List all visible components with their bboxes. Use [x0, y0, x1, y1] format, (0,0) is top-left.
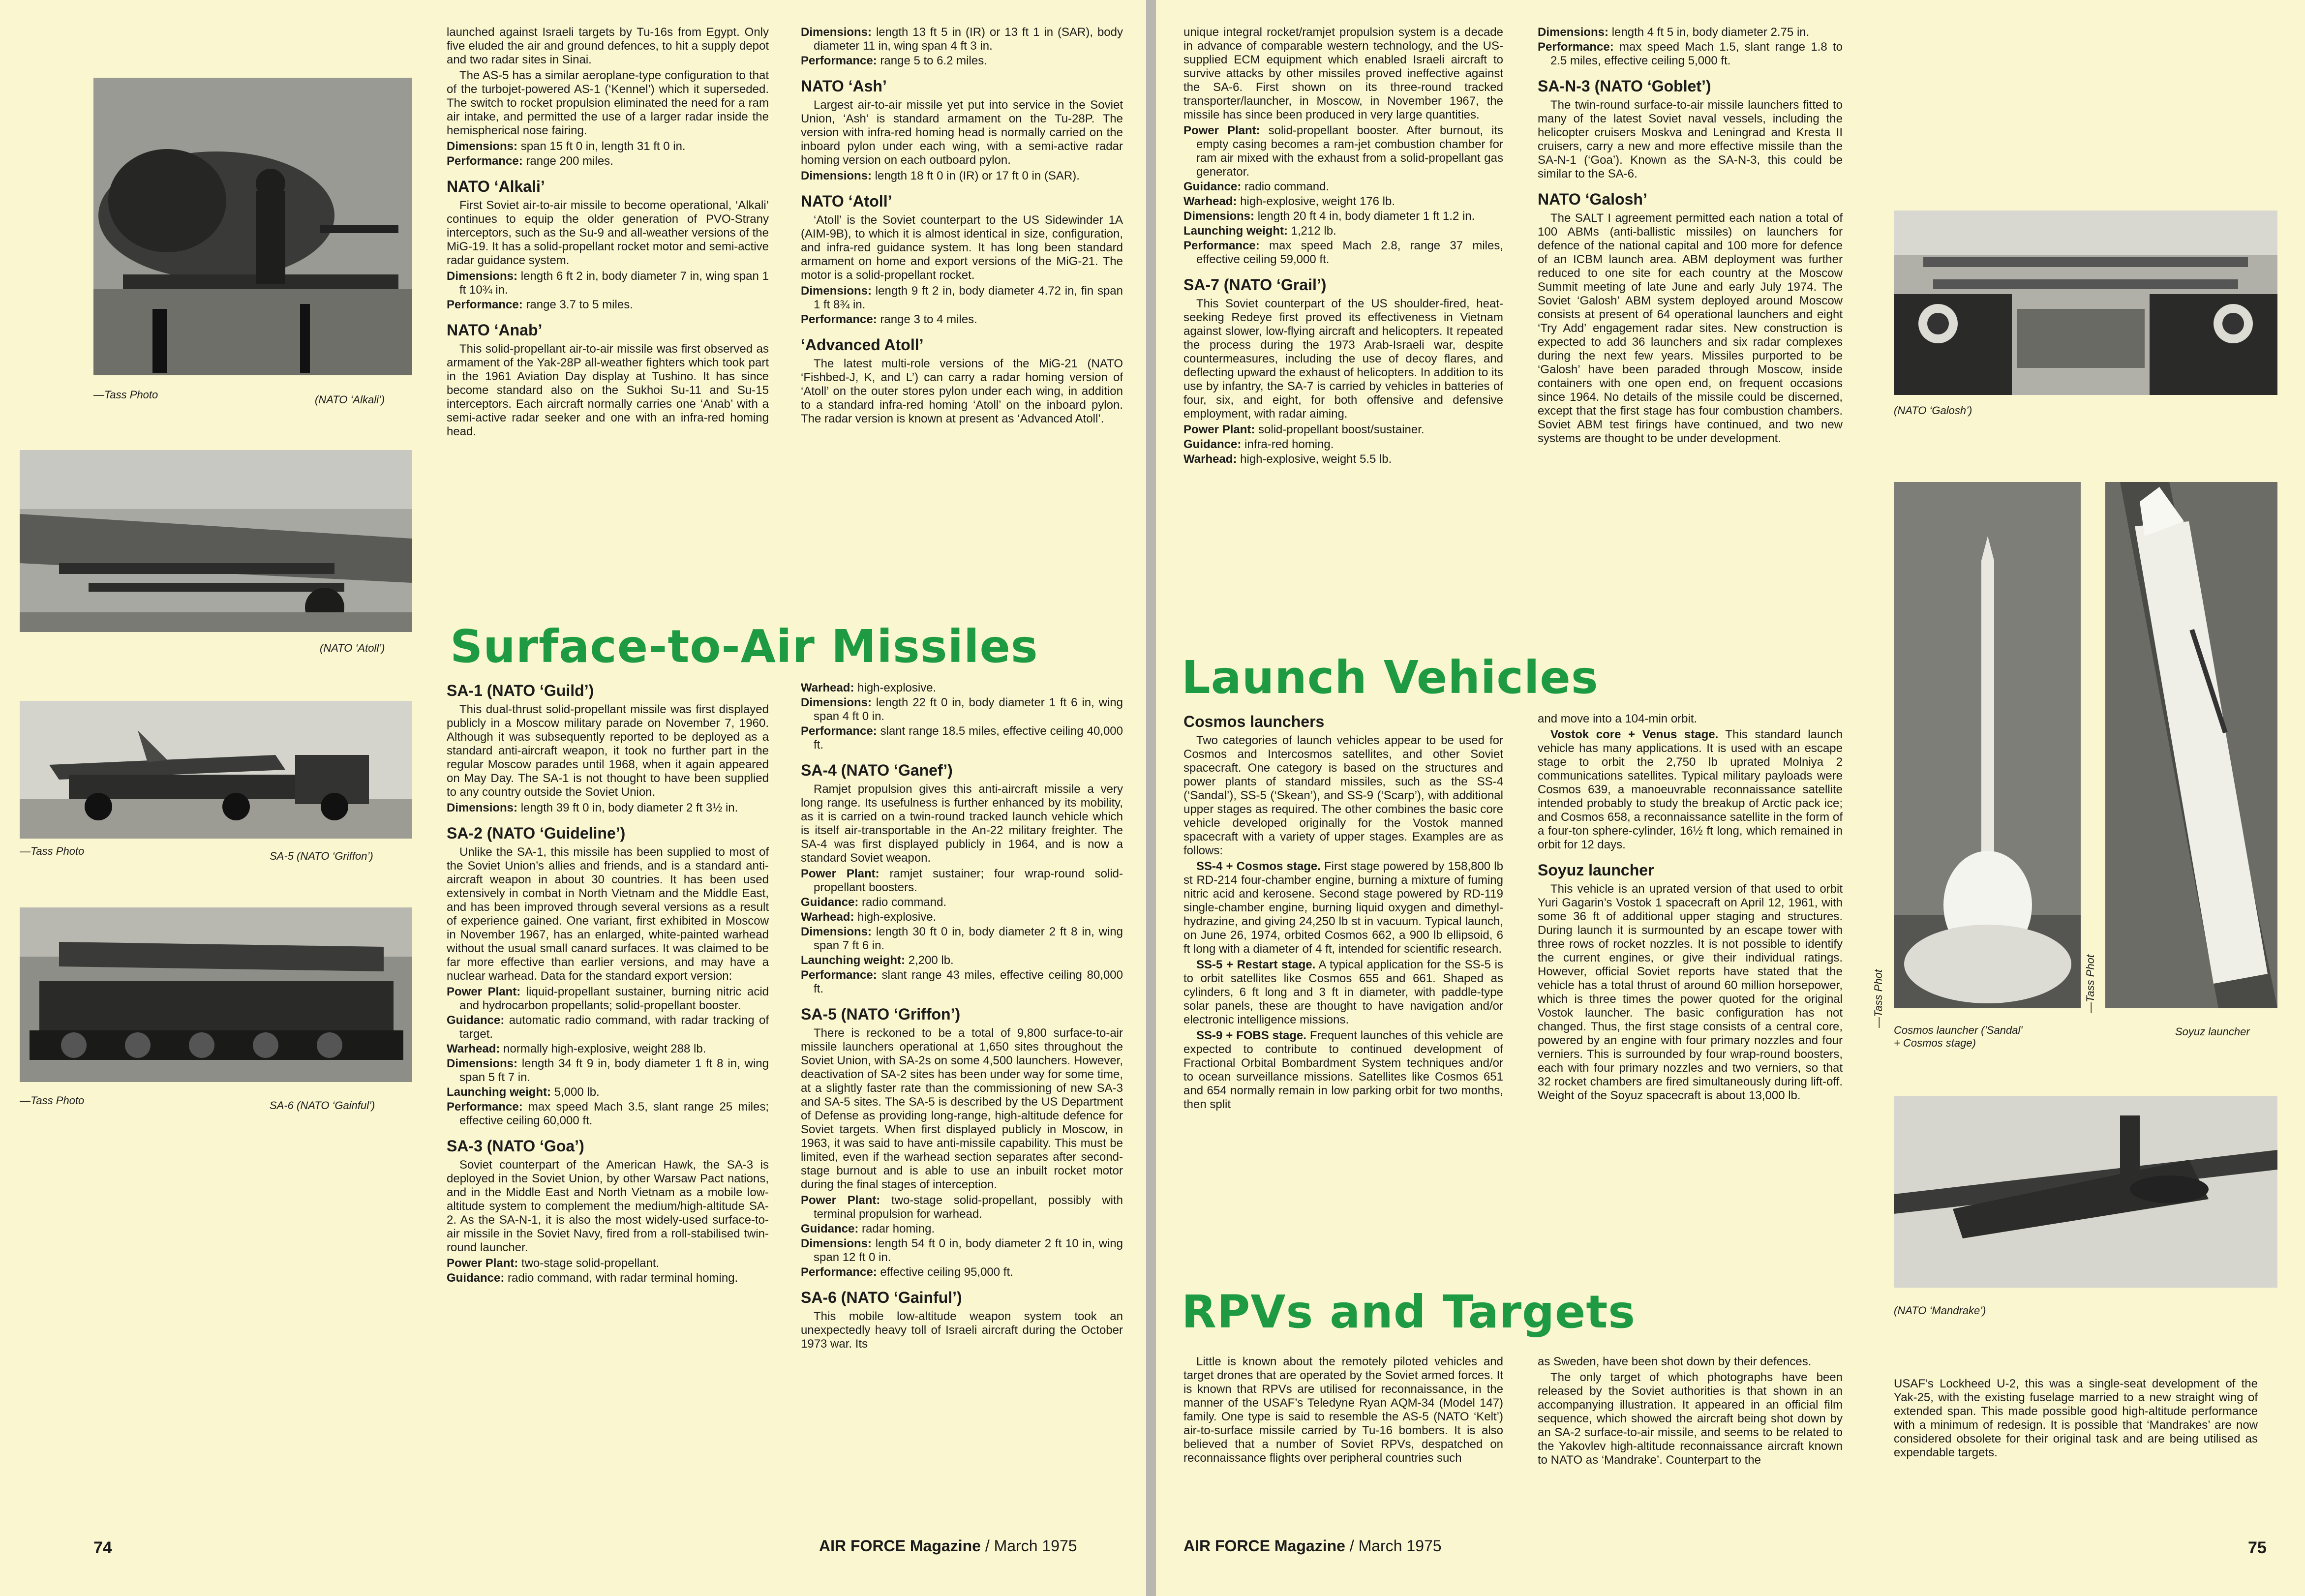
advanced-atoll-text: The latest multi-role versions of the MiG-21 (NATO ‘Fishbed-J, K, and L’) can carry a radar homing version of ‘Atoll’ on the outer stores pylon under each wing, in addition to a standard infra-red homing ‘Atoll’ on the inboard pylon. The radar version is known at present as ‘Advanced Atoll’.: [801, 357, 1123, 425]
photo-sa6-gainful: [20, 907, 412, 1082]
caption-mandrake: (NATO ‘Mandrake’): [1894, 1304, 1986, 1317]
sa6-performance: Performance: max speed Mach 2.8, range 37 miles, effective ceiling 59,000 ft.: [1183, 239, 1503, 266]
rpv-text-3: USAF’s Lockheed U-2, this was a single-seat development of the Yak-25, with the existing fuselage married to a new straight wing of extended span. This made possible good high-altitude performance with a minimum of redesign. It is possible that ‘Mandrakes’ are now considered obsolete for their original task and are being utilised as expendable targets.: [1894, 1377, 2258, 1459]
photo-soyuz-launcher: [2105, 482, 2277, 1008]
caption-galosh: (NATO ‘Galosh’): [1894, 404, 1972, 417]
ash-dimensions: Dimensions: length 18 ft 0 in (IR) or 17 ft 0 in (SAR).: [801, 169, 1080, 182]
right-page: [1156, 0, 2305, 1596]
as5-performance: Performance: range 200 miles.: [447, 154, 613, 168]
sam-heading: Surface-to-Air Missiles: [450, 620, 1038, 673]
caption-atoll: (NATO ‘Atoll’): [320, 642, 385, 654]
sa6-launching-weight: Launching weight: 1,212 lb.: [1183, 224, 1336, 238]
caption-cosmos-launcher: Cosmos launcher ('Sandal' + Cosmos stage): [1894, 1024, 2023, 1049]
sa6-text: This mobile low-altitude weapon system took an unexpectedly heavy toll of Israeli aircraft during the October 1973 war. Its: [801, 1310, 1123, 1351]
atoll-performance: Performance: range 3 to 4 miles.: [801, 313, 977, 326]
as5-text: The AS-5 has a similar aeroplane-type configuration to that of the turbojet-powered AS-1 (‘Kennel’) which it superseded. The switch to rocket propulsion eliminated the need for a ram air intake, and permitted the use of a larger radar inside the hemispherical nose fairing.: [447, 69, 769, 137]
ss4-text: SS-4 + Cosmos stage. First stage powered by 158,800 lb st RD-214 four-chamber engine, burning a mixture of fuming nitric acid and kerosene. Second stage powered by RD-119 single-chamber engine, burning liquid oxygen and dimethyl-hydrazine, and giving 24,250 lb st in vacuum. Typical launch, on June 26, 1974, orbited Cosmos 662, a 900 lb ellipsoid, 6 ft long with a diameter of 4 ft, intended for scientific research.: [1183, 860, 1503, 956]
sa3-power-plant: Power Plant: two-stage solid-propellant.: [447, 1257, 660, 1270]
vostok-text: Vostok core + Venus stage. This standard launch vehicle has many applications. It is used with an escape stage to orbit the 2,750 lb uprated Molniya 2 communications satellites. Typical military payloads were Cosmos 639, a manoeuvrable reconnaissance satellite intended probably to study the breakup of Arctic pack ice; and Cosmos 658, a reconnaissance satellite in the form of a four-ton sphere-cylinder, 16½ ft long, which remained in orbit for 12 days.: [1538, 728, 1843, 851]
sa2-heading: SA-2 (NATO ‘Guideline’): [447, 824, 626, 842]
launch-vehicles-heading: Launch Vehicles: [1182, 651, 1599, 704]
rpv-column-3: [1894, 1377, 2258, 1525]
sa5-dimensions: Dimensions: length 54 ft 0 in, body diameter 2 ft 10 in, wing span 12 ft 0 in.: [801, 1237, 1123, 1264]
soyuz-text: This vehicle is an uprated version of that used to orbit Yuri Gagarin’s Vostok 1 spacecraft on April 12, 1961, with some 36 ft of additional upper staging and structures. During launch it is surmounted by an escape tower with three rows of rocket nozzles. It is not possible to identify the current engines, or give their individual ratings. However, official Soviet reports have stated that the vehicle has a total thrust of around 60 million horsepower, which is three times the power quoted for the original Vostok launcher. The basic configuration has not changed. Thus, the first stage consists of a central core, powered by an engine with four primary nozzles and four verniers. This is surrounded by four wrap-round boosters, each with four primary nozzles and two verniers, so that 32 rocket chambers are fired simultaneously during lift-off. Weight of the Soyuz spacecraft is about 13,000 lb.: [1538, 882, 1843, 1102]
left-column-1: [447, 26, 769, 601]
sa7-text: This Soviet counterpart of the US shoulder-fired, heat-seeking Redeye first proved its effectiveness in Vietnam against slower, low-flying aircraft and helicopters. It repeated the process during the 1973 Arab-Israeli war, despite countermeasures, including the use of decoy flares, and deflecting upward the exhaust of helicopters. In addition to its use by infantry, the SA-7 is carried by vehicles in batteries of four, six, and eight, for both offensive and defensive employment, with radar aiming.: [1183, 297, 1503, 421]
sa6-guidance: Guidance: radio command.: [1183, 180, 1330, 193]
photo-galosh: [1894, 211, 2277, 395]
sa3-warhead: Warhead: high-explosive.: [801, 681, 937, 694]
sa4-power-plant: Power Plant: ramjet sustainer; four wrap-round solid-propellant boosters.: [801, 867, 1123, 894]
sa7-warhead: Warhead: high-explosive, weight 5.5 lb.: [1183, 452, 1392, 466]
photo-atoll: [20, 450, 412, 632]
sa1-dimensions: Dimensions: length 39 ft 0 in, body diameter 2 ft 3½ in.: [447, 801, 738, 814]
sa1-heading: SA-1 (NATO ‘Guild’): [447, 682, 594, 699]
advanced-atoll-heading: ‘Advanced Atoll’: [801, 336, 924, 354]
rpv-text-2a: as Sweden, have been shot down by their defences.: [1538, 1355, 1812, 1368]
sa7-guidance: Guidance: infra-red homing.: [1183, 438, 1334, 451]
footer-right: AIR FORCE Magazine / March 1975: [1183, 1537, 1442, 1555]
caption-sa5: SA-5 (NATO ‘Griffon’): [270, 850, 373, 862]
sa6-dimensions: Dimensions: length 20 ft 4 in, body diameter 1 ft 1.2 in.: [1183, 210, 1475, 223]
right-column-3: [1183, 712, 1503, 1268]
sa5-guidance: Guidance: radar homing.: [801, 1222, 935, 1235]
sa3-guidance: Guidance: radio command, with radar terminal homing.: [447, 1271, 738, 1285]
as5-intro: launched against Israeli targets by Tu-16s from Egypt. Only five eluded the air and ground defences, to hit a supply depot and two radar sites in Sinai.: [447, 26, 769, 66]
photo-alkali: [93, 78, 412, 375]
caption-tass-photo-3: —Tass Photo: [20, 1094, 85, 1107]
soyuz-heading: Soyuz launcher: [1538, 861, 1654, 879]
atoll-dimensions: Dimensions: length 9 ft 2 in, body diameter 4.72 in, fin span 1 ft 8¾ in.: [801, 284, 1123, 311]
sa5-performance: Performance: effective ceiling 95,000 ft.: [801, 1265, 1013, 1279]
photo-mandrake: [1894, 1096, 2277, 1288]
anab-dimensions: Dimensions: length 13 ft 5 in (IR) or 13 ft 1 in (SAR), body diameter 11 in, wing span 4 ft 3 in.: [801, 26, 1123, 53]
sa3-performance: Performance: slant range 18.5 miles, effective ceiling 40,000 ft.: [801, 724, 1123, 752]
right-column-2: [1538, 26, 1843, 650]
right-column-4: [1538, 712, 1843, 1268]
right-column-1: [1183, 26, 1503, 650]
left-column-2: [801, 26, 1123, 601]
sa4-text: Ramjet propulsion gives this anti-aircraft missile a very long range. Its usefulness is further enhanced by its mobility, as it is carried on a twin-round tracked launch vehicle which is itself air-transportable in the An-22 military freighter. The SA-4 was first displayed publicly in 1964, and is now a standard Soviet weapon.: [801, 783, 1123, 865]
caption-soyuz-launcher: Soyuz launcher: [2175, 1025, 2250, 1038]
sa6-warhead: Warhead: high-explosive, weight 176 lb.: [1183, 195, 1395, 208]
photo-cosmos-launcher: [1894, 482, 2081, 1008]
sa6-text-cont: unique integral rocket/ramjet propulsion system is a decade in advance of comparable western technology, and the US-supplied ECM equipment which enabled Israeli aircraft to survive attacks by other missiles proved ineffective against the SA-6. First shown on its three-round tracked transporter/launcher, in Moscow, in November 1967, the missile has since been produced in very large quantities.: [1183, 26, 1503, 121]
sa6-power-plant: Power Plant: solid-propellant booster. After burnout, its empty casing becomes a ram-jet combustion chamber for ram air mixed with the exhaust from a solid-propellant gas generator.: [1183, 124, 1503, 179]
sa2-text: Unlike the SA-1, this missile has been supplied to most of the Soviet Union’s allies and friends, and is a standard anti-aircraft weapon in about 30 countries. It has been used extensively in combat in North Vietnam and the Middle East, and has been improved through several versions as a result of experience gained. One variant, first exhibited in Moscow in November 1967, has an enlarged, white-painted warhead without the usual small canard surfaces. It was claimed to be far more effective than earlier versions, and may have a nuclear warhead. Data for the standard export version:: [447, 845, 769, 983]
caption-tass-photo-2: —Tass Photo: [20, 845, 85, 857]
cosmos-text-cont: and move into a 104-min orbit.: [1538, 712, 1698, 725]
ss9-text: SS-9 + FOBS stage. Frequent launches of this vehicle are expected to contribute to continued development of Fractional Orbital Bombardment System techniques and/or to ocean surveillance missions. Satellites like Cosmos 651 and 654 normally remain in low parking orbit for two months, then split: [1183, 1029, 1503, 1111]
footer-left: AIR FORCE Magazine / March 1975: [819, 1537, 1077, 1555]
sa7-dimensions: Dimensions: length 4 ft 5 in, body diameter 2.75 in.: [1538, 26, 1810, 39]
page-number-right: 75: [2248, 1538, 2267, 1557]
anab-performance: Performance: range 5 to 6.2 miles.: [801, 54, 987, 67]
anab-text: This solid-propellant air-to-air missile was first observed as armament of the Yak-28P all-weather fighters which took part in the 1961 Aviation Day display at Tushino. It has since become standard also on the Sukhoi Su-11 and Su-15 interceptors. Each aircraft normally carries one ‘Anab’ with a semi-active radar seeker and one with an infra-red homing head.: [447, 342, 769, 438]
sa2-warhead: Warhead: normally high-explosive, weight 288 lb.: [447, 1042, 706, 1055]
caption-alkali: (NATO ‘Alkali’): [315, 393, 385, 406]
alkali-text: First Soviet air-to-air missile to become operational, ‘Alkali’ continues to equip the older generation of PVO-Strany interceptors, such as the Su-9 and all-weather versions of the MiG-19. It has a solid-propellant rocket motor and semi-active radar guidance system.: [447, 199, 769, 267]
left-column-3: [447, 681, 769, 1522]
sa5-power-plant: Power Plant: two-stage solid-propellant, possibly with terminal propulsion for warhead.: [801, 1194, 1123, 1221]
san3-heading: SA-N-3 (NATO ‘Goblet’): [1538, 77, 1711, 95]
sa4-guidance: Guidance: radio command.: [801, 896, 947, 909]
sa4-warhead: Warhead: high-explosive.: [801, 910, 937, 924]
cosmos-text: Two categories of launch vehicles appear to be used for Cosmos and Intercosmos satellites, and other Soviet spacecraft. One category is based on the structures and power plants of standard missiles, such as the SS-4 (‘Sandal’), SS-5 (‘Skean’), and SS-9 (‘Scarp’), with additional upper stages as required. The other combines the basic core vehicle developed originally for the Vostok manned spacecraft with a variety of upper stages. Examples are as follows:: [1183, 734, 1503, 857]
rpv-text-1: Little is known about the remotely piloted vehicles and target drones that are operated by the Soviet armed forces. It is known that RPVs are utilised for reconnaissance, in the manner of the USAF’s Teledyne Ryan AQM-34 (Model 147) family. One type is said to resemble the AS-5 (NATO ‘Kelt’) air-to-surface missile carried by Tu-16 bombers. It is also believed that a number of Soviet RPVs, despatched on reconnaissance flights over peripheral countries such: [1183, 1355, 1503, 1465]
ash-heading: NATO ‘Ash’: [801, 77, 887, 95]
san3-text: The twin-round surface-to-air missile launchers fitted to many of the latest Soviet naval vessels, including the helicopter cruisers Moskva and Leningrad and Kresta II cruisers, carry a new and more effective missile than the SA-N-1 (‘Goa’). Known as the SA-N-3, this could be similar to the SA-6.: [1538, 98, 1843, 181]
sa6-heading: SA-6 (NATO ‘Gainful’): [801, 1289, 962, 1306]
ss5-text: SS-5 + Restart stage. A typical application for the SS-5 is to orbit satellites like Cosmos 655 and 661. Shaped as cylinders, 6 ft long and 3 ft in diameter, with paddle-type solar panels, these are thought to have navigation and/or electronic intelligence missions.: [1183, 958, 1503, 1026]
left-page: [0, 0, 1146, 1596]
page-number-left: 74: [93, 1538, 112, 1557]
caption-tass-photo-soyuz: —Tass Phot: [2084, 954, 2096, 1013]
alkali-heading: NATO ‘Alkali’: [447, 178, 545, 195]
rpv-column-2: [1538, 1355, 1843, 1522]
sa5-heading: SA-5 (NATO ‘Griffon’): [801, 1005, 961, 1023]
ash-text: Largest air-to-air missile yet put into service in the Soviet Union, ‘Ash’ is standard armament on the Tu-28P. The version with infra-red homing head is normally carried on the inboard pylon under each wing, with a semi-active radar homing version on each outboard pylon.: [801, 98, 1123, 167]
alkali-performance: Performance: range 3.7 to 5 miles.: [447, 298, 633, 311]
sa4-performance: Performance: slant range 43 miles, effective ceiling 80,000 ft.: [801, 968, 1123, 995]
sa3-text: Soviet counterpart of the American Hawk, the SA-3 is deployed in the Soviet Union, by other Warsaw Pact nations, and in the Middle East and North Vietnam as a mobile low-altitude system to complement the medium/high-altitude SA-2. As the SA-N-1, it is also the most widely-used surface-to-air missile in the Soviet Navy, fired from a roll-stabilised twin-round launcher.: [447, 1158, 769, 1254]
anab-heading: NATO ‘Anab’: [447, 321, 543, 339]
rpv-text-2b: The only target of which photographs have been released by the Soviet authorities is that shown in an accompanying illustration. It appeared in an official film sequence, which showed the aircraft being shot down by an SA-2 surface-to-air missile, and seems to be related to the Yakovlev high-altitude reconnaissance aircraft known to NATO as ‘Mandrake’. Counterpart to the: [1538, 1371, 1843, 1467]
rpv-column-1: [1183, 1355, 1503, 1522]
left-column-4: [801, 681, 1123, 1522]
sa3-dimensions: Dimensions: length 22 ft 0 in, body diameter 1 ft 6 in, wing span 4 ft 0 in.: [801, 696, 1123, 723]
as5-dimensions: Dimensions: span 15 ft 0 in, length 31 ft 0 in.: [447, 140, 686, 153]
caption-tass-photo: —Tass Photo: [93, 389, 158, 401]
atoll-heading: NATO ‘Atoll’: [801, 192, 892, 210]
sa4-heading: SA-4 (NATO ‘Ganef’): [801, 761, 953, 779]
galosh-text: The SALT I agreement permitted each nation a total of 100 ABMs (anti-ballistic missiles) on launchers for defence of the national capital and 100 more for defence of an ICBM launch area. ABM deployment was further reduced to one site for each country at the Moscow Summit meeting of late June and early July 1974. The Soviet ‘Galosh’ ABM system deployed around Moscow consists at present of 64 operational launchers and eight ‘Try Add’ engagement radar sites. New construction is expected to add 36 launchers and six radar complexes during the next few years. Missiles purported to be ‘Galosh’ have been paraded through Moscow, inside containers with one open end, on frequent occasions since 1964. No details of the missile could be discerned, except that the first stage has four combustion chambers. Soviet ABM test firings have continued, and two new systems are thought to be under development.: [1538, 211, 1843, 445]
sa7-performance: Performance: max speed Mach 1.5, slant range 1.8 to 2.5 miles, effective ceiling 5,000 ft.: [1538, 40, 1843, 67]
caption-sa6: SA-6 (NATO ‘Gainful’): [270, 1099, 375, 1112]
sa7-heading: SA-7 (NATO ‘Grail’): [1183, 276, 1327, 294]
sa2-guidance: Guidance: automatic radio command, with radar tracking of target.: [447, 1014, 769, 1041]
sa2-launching-weight: Launching weight: 5,000 lb.: [447, 1085, 600, 1099]
photo-sa5-griffon: [20, 701, 412, 839]
cosmos-heading: Cosmos launchers: [1183, 713, 1325, 730]
caption-tass-photo-cosmos: —Tass Phot: [1872, 969, 1884, 1028]
sa2-performance: Performance: max speed Mach 3.5, slant range 25 miles; effective ceiling 60,000 ft.: [447, 1100, 769, 1127]
sa2-power-plant: Power Plant: liquid-propellant sustainer, burning nitric acid and hydrocarbon propellants; solid-propellant booster.: [447, 985, 769, 1012]
galosh-heading: NATO ‘Galosh’: [1538, 190, 1647, 208]
atoll-text: ‘Atoll’ is the Soviet counterpart to the US Sidewinder 1A (AIM-9B), to which it is almost identical in size, configuration, and infra-red guidance system. It has long been standard armament on home and export versions of the MiG-21. The motor is a solid-propellant rocket.: [801, 213, 1123, 282]
sa4-dimensions: Dimensions: length 30 ft 0 in, body diameter 2 ft 8 in, wing span 7 ft 6 in.: [801, 925, 1123, 952]
alkali-dimensions: Dimensions: length 6 ft 2 in, body diameter 7 in, wing span 1 ft 10¾ in.: [447, 270, 769, 297]
sa4-launching-weight: Launching weight: 2,200 lb.: [801, 954, 954, 967]
sa5-text: There is reckoned to be a total of 9,800 surface-to-air missile launchers operational at 1,650 sites throughout the Soviet Union, with SA-2s on some 4,500 launchers. However, deactivation of SA-2 sites has been under way for some time, at a slightly faster rate than the commissioning of new SA-3 and SA-5 sites. The SA-5 is described by the US Department of Defense as providing long-range, high-altitude defence for Soviet targets. When first displayed publicly in Moscow, in 1963, it was said to have anti-missile capability. This must be limited, even if the warhead section separates after second-stage burnout and is able to use an inbuilt rocket motor during the final stages of interception.: [801, 1026, 1123, 1191]
rpvs-heading: RPVs and Targets: [1182, 1286, 1636, 1338]
sa1-text: This dual-thrust solid-propellant missile was first displayed publicly in a Moscow military parade on November 7, 1960. Although it was subsequently reported to be deployed as a standard anti-aircraft weapon, it took no further part in the regular Moscow parades until 1968, when it again appeared on May Day. The SA-1 is not thought to have been supplied to any country outside the Soviet Union.: [447, 703, 769, 799]
sa7-power-plant: Power Plant: solid-propellant boost/sustainer.: [1183, 423, 1425, 436]
sa3-heading: SA-3 (NATO ‘Goa’): [447, 1137, 584, 1155]
sa2-dimensions: Dimensions: length 34 ft 9 in, body diameter 1 ft 8 in, wing span 5 ft 7 in.: [447, 1057, 769, 1084]
